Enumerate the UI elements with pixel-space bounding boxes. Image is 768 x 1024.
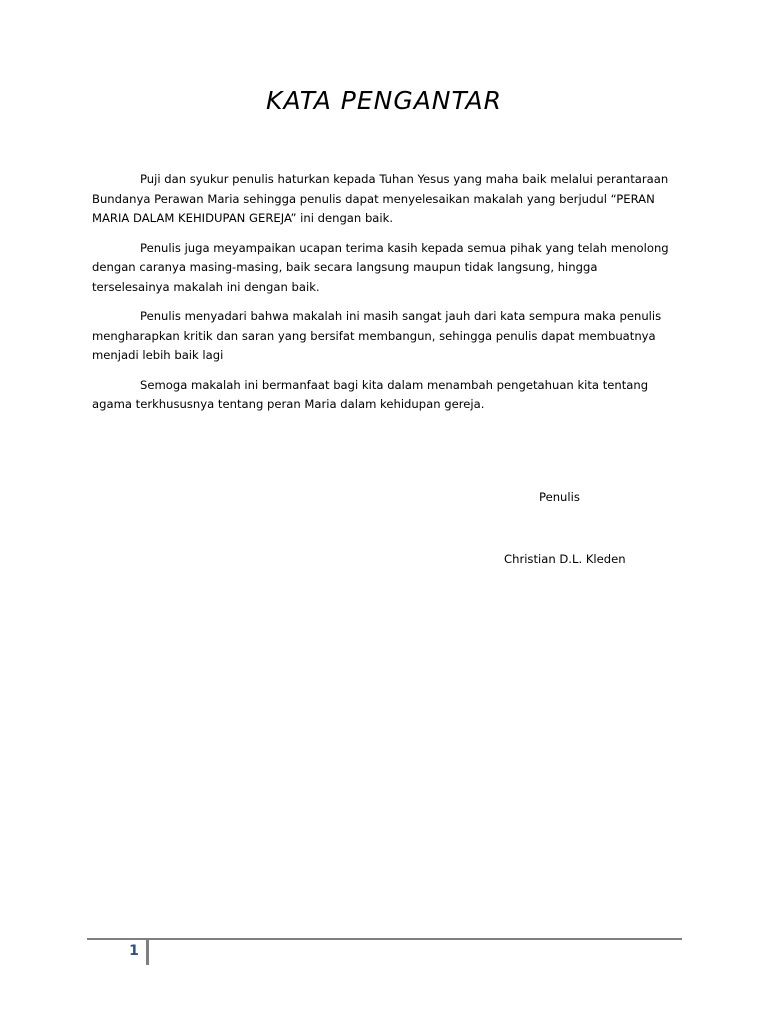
- page-number: 1: [129, 943, 139, 959]
- paragraph: Puji dan syukur penulis haturkan kepada Tuhan Yesus yang maha baik melalui perantaraan Bundanya Perawan Maria sehingga penulis dapat menyelesaikan makalah yang berjudul “PERAN MARIA DALAM KEHIDUPAN GEREJA” ini dengan baik.: [92, 172, 669, 225]
- page-number-divider: [146, 940, 149, 965]
- signature-name: Christian D.L. Kleden: [504, 552, 626, 566]
- paragraph: Semoga makalah ini bermanfaat bagi kita dalam menambah pengetahuan kita tentang agama terkhususnya tentang peran Maria dalam kehidupan gereja.: [92, 377, 649, 411]
- footer-divider: [87, 938, 682, 940]
- paragraph: Penulis juga meyampaikan ucapan terima kasih kepada semua pihak yang telah menolong dengan caranya masing-masing, baik secara langsung maupun tidak langsung, hingga terselesainya makalah ini dengan baik.: [92, 240, 669, 294]
- signature-role: Penulis: [539, 490, 580, 504]
- page-title: KATA PENGANTAR: [266, 86, 502, 115]
- paragraph: Penulis menyadari bahwa makalah ini masih sangat jauh dari kata sempura maka penulis mengharapkan kritik dan saran yang bersifat membangun, sehingga penulis dapat membuatnya menjadi lebih baik lagi: [92, 309, 662, 362]
- document-body: [92, 170, 672, 425]
